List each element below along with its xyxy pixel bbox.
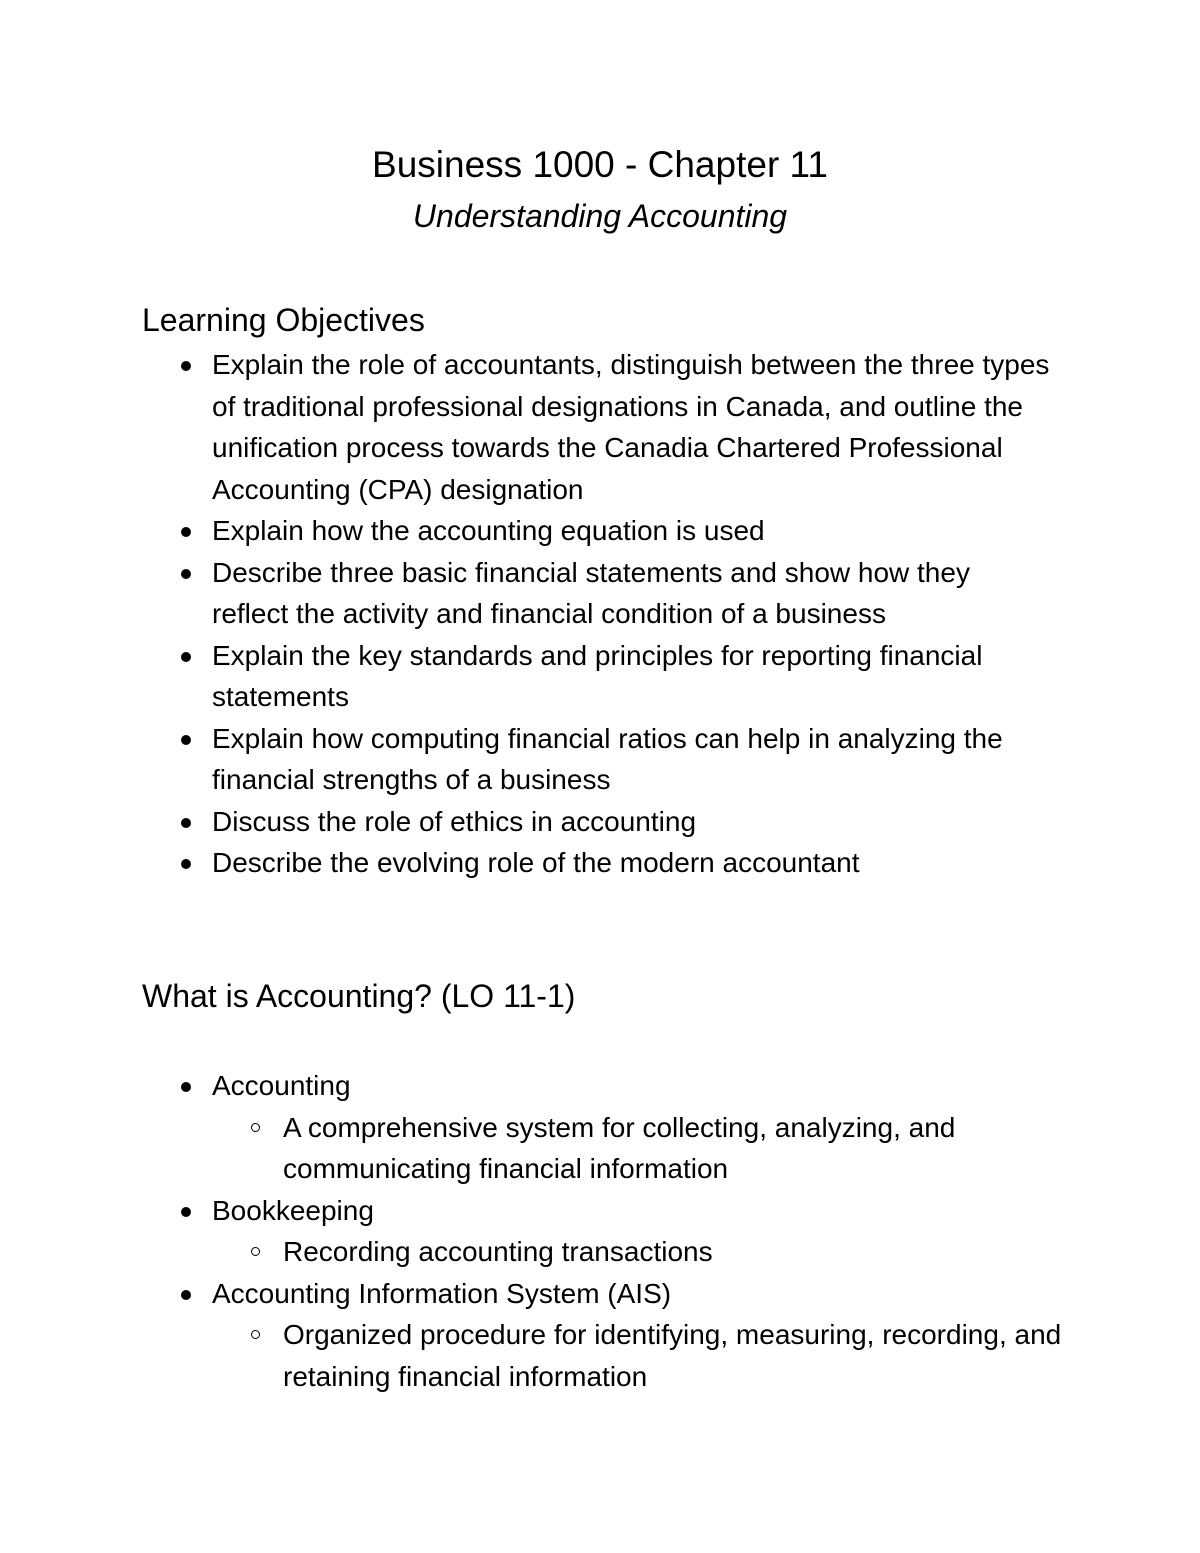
list-item <box>0 344 1052 510</box>
bullet-icon <box>181 652 191 662</box>
bullet-icon <box>181 1207 191 1217</box>
list-item-text: Describe the evolving role of the modern accountant <box>212 847 860 878</box>
bullet-icon <box>181 361 191 371</box>
list-item-text: Explain how the accounting equation is used <box>212 515 765 546</box>
term-text: Accounting Information System (AIS) <box>212 1277 672 1309</box>
definition-item <box>0 1107 1063 1190</box>
list-item <box>0 718 1052 801</box>
list-item-text: Explain the key standards and principles for reporting financial statements <box>212 639 983 712</box>
list-item <box>0 842 1052 884</box>
definition-text: Organized procedure for identifying, measuring, recording, and retaining financial information <box>283 1319 1062 1392</box>
definition-item <box>0 1314 1063 1397</box>
bullet-icon <box>181 1290 191 1300</box>
term-item <box>0 1065 1052 1107</box>
list-item-text: Explain how computing financial ratios can help in analyzing the financial strengths of a business <box>212 722 1003 795</box>
definition-text: A comprehensive system for collecting, analyzing, and communicating financial information <box>283 1111 956 1184</box>
list-item <box>0 510 1052 552</box>
list-item <box>0 552 1052 635</box>
definition-item <box>0 1231 1063 1273</box>
page-subtitle: Understanding Accounting <box>412 198 788 234</box>
hollow-bullet-icon <box>251 1247 260 1256</box>
list-item <box>0 801 1052 843</box>
page-title: Business 1000 - Chapter 11 <box>372 144 828 185</box>
bullet-icon <box>181 735 191 745</box>
section-heading-learning-objectives: Learning Objectives <box>142 302 425 338</box>
definitions-list <box>0 1065 1063 1397</box>
bullet-icon <box>181 1082 191 1092</box>
list-item-text: Explain the role of accountants, distinguish between the three types of traditional professional designations in Canada, and outline the unification process towards the Canadia Chartered Professional Accounting (CPA) designation <box>212 349 1050 505</box>
learning-objectives-list <box>0 344 1052 884</box>
term-text: Accounting <box>212 1070 351 1101</box>
bullet-icon <box>181 569 191 579</box>
list-item <box>0 635 1052 718</box>
list-item-text: Discuss the role of ethics in accounting <box>212 805 697 837</box>
section-heading-what-is-accounting: What is Accounting? (LO 11-1) <box>142 978 576 1014</box>
definition-text: Recording accounting transactions <box>283 1236 713 1267</box>
hollow-bullet-icon <box>251 1123 260 1132</box>
hollow-bullet-icon <box>251 1330 260 1339</box>
list-item-text: Describe three basic financial statements and show how they reflect the activity and financial condition of a business <box>212 556 970 629</box>
term-text: Bookkeeping <box>212 1194 374 1226</box>
term-item <box>0 1190 1052 1232</box>
bullet-icon <box>181 818 191 828</box>
term-item <box>0 1273 1052 1315</box>
bullet-icon <box>181 527 191 537</box>
bullet-icon <box>181 859 191 869</box>
